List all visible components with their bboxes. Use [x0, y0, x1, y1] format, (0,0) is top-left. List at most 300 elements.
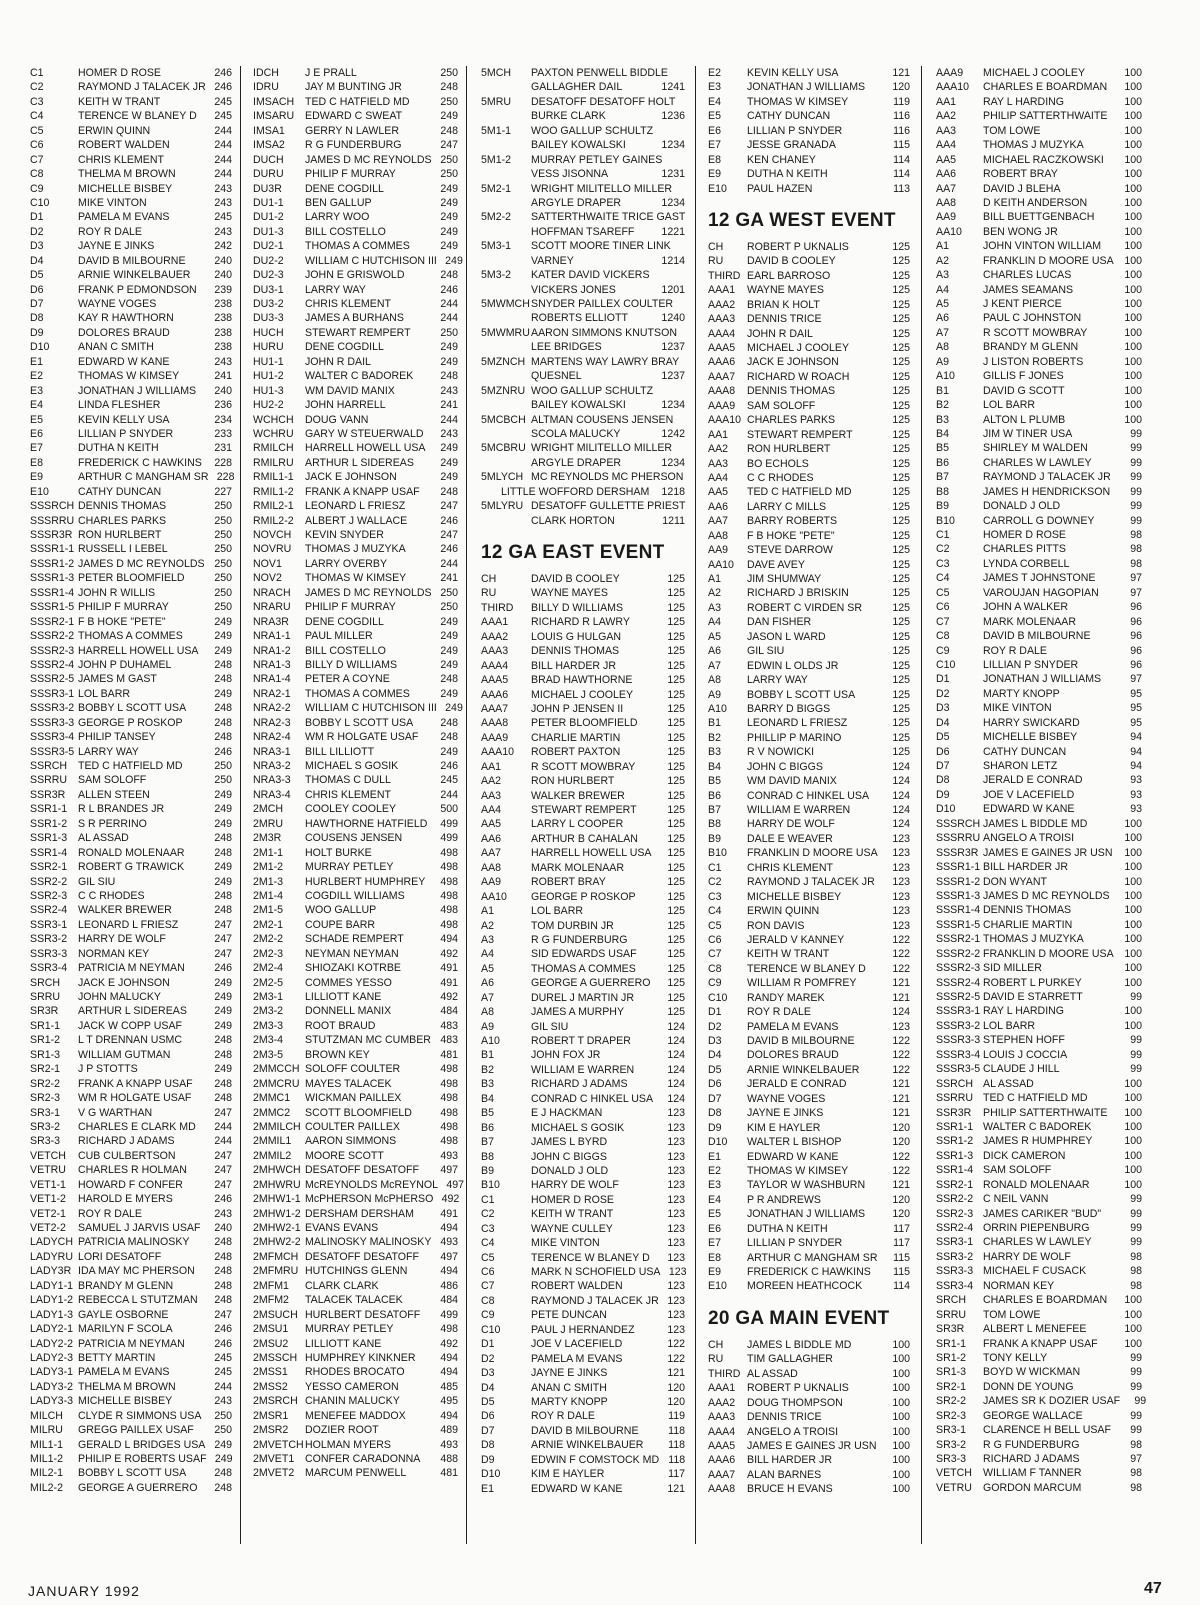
shooter-name: WM R HOLGATE USAF	[78, 1092, 192, 1105]
result-row-continuation	[481, 196, 685, 210]
class-code	[481, 456, 531, 470]
class-code: E7	[708, 139, 721, 152]
result-row	[708, 1381, 910, 1395]
class-code: HUCH	[253, 326, 284, 339]
score: 125	[892, 298, 910, 311]
result-row	[30, 1062, 232, 1076]
result-row	[253, 95, 458, 109]
score: 233	[214, 427, 232, 440]
score: 248	[440, 370, 458, 383]
class-code: B3	[708, 746, 721, 759]
class-code: A6	[481, 977, 494, 990]
shooter-name: DICK CAMERON	[983, 1149, 1066, 1162]
class-code: SSSR3R	[30, 529, 73, 541]
class-code: E8	[30, 456, 43, 469]
class-code: B1	[708, 717, 721, 730]
score: 238	[214, 312, 232, 325]
score: 248	[214, 673, 232, 686]
class-code: RMILCH	[253, 442, 294, 455]
shooter-name: PHILIP F MURRAY	[78, 601, 169, 614]
class-code: C9	[936, 644, 950, 657]
class-code: D9	[481, 1453, 495, 1466]
score: 1218	[661, 485, 685, 498]
score: 100	[1124, 370, 1142, 383]
score: 100	[892, 1468, 910, 1481]
result-row	[30, 1019, 232, 1033]
result-row	[708, 991, 910, 1005]
score: 1221	[661, 225, 685, 238]
shooter-name: ARNIE WINKELBAUER	[531, 1439, 644, 1452]
shooter-name: CHRIS KLEMENT	[747, 861, 833, 874]
score: 494	[440, 933, 458, 946]
result-row	[481, 745, 685, 759]
shooter-name: THOMAS A COMMES	[531, 962, 636, 975]
score: 100	[1124, 298, 1142, 310]
score: 122	[892, 1164, 910, 1177]
score: 125	[667, 876, 685, 889]
class-code: AA10	[936, 225, 962, 238]
shooter-name: DOZIER ROOT	[305, 1424, 379, 1437]
shooter-name: MICHAEL RACZKOWSKI	[983, 153, 1104, 166]
result-row	[481, 1222, 685, 1236]
score: 1214	[661, 254, 685, 267]
class-code: 5M3-2	[481, 269, 512, 282]
shooter-name: RHODES BROCATO	[305, 1366, 405, 1379]
score: 125	[667, 702, 685, 715]
score: 95	[1130, 687, 1142, 700]
result-row	[708, 355, 910, 369]
shooter-name: STEVE DARROW	[747, 544, 833, 557]
shooter-name: JACK E JOHNSON	[305, 471, 397, 484]
score: 99	[1130, 485, 1142, 498]
score: 248	[440, 731, 458, 744]
class-code: NOVRU	[253, 543, 292, 556]
score: 248	[214, 658, 232, 671]
score: 100	[1124, 1005, 1142, 1018]
result-row	[936, 658, 1142, 672]
score: 243	[214, 225, 232, 238]
shooter-name: SHARON LETZ	[983, 760, 1058, 772]
result-row	[481, 644, 685, 658]
score: 100	[1124, 399, 1142, 412]
shooter-name: FRANK A KNAPP USAF	[78, 1077, 193, 1090]
class-code: D7	[936, 760, 950, 772]
class-code: E1	[708, 1150, 721, 1163]
shooter-name: CHARLIE MARTIN	[983, 918, 1073, 931]
class-code: AA4	[936, 139, 957, 152]
class-code: AAA4	[708, 327, 736, 340]
score: 125	[892, 529, 910, 542]
score: 100	[1124, 81, 1142, 94]
class-code: AAA10	[481, 746, 514, 759]
score: 238	[214, 341, 232, 354]
result-row	[936, 398, 1142, 412]
result-row	[936, 586, 1142, 600]
class-code: 2MMCRU	[253, 1077, 300, 1090]
class-code: SR1-1	[30, 1019, 61, 1032]
score: 125	[892, 558, 910, 571]
shooter-name: EDWARD W KANE	[531, 1482, 623, 1495]
score: 124	[892, 789, 910, 802]
result-row	[481, 861, 685, 875]
score: 498	[440, 918, 458, 931]
score: 123	[667, 1164, 685, 1177]
score: 100	[1124, 889, 1142, 902]
class-code: SSR3R	[936, 1106, 972, 1119]
result-row	[30, 398, 232, 412]
result-row	[253, 1062, 458, 1076]
class-code: AAA9	[481, 731, 509, 744]
shooter-name: ROBERT T DRAPER	[531, 1035, 631, 1047]
shooter-name: LARRY WAY	[78, 745, 139, 758]
result-row	[708, 514, 910, 528]
result-row	[30, 817, 232, 831]
shooter-name: ROBERT P UKNALIS	[747, 240, 849, 253]
score	[662, 153, 688, 167]
class-code: NRA3-4	[253, 788, 291, 801]
score: 100	[1124, 1077, 1142, 1090]
result-row	[481, 1106, 685, 1120]
result-row	[30, 1134, 232, 1148]
result-row	[936, 846, 1142, 860]
class-code: 2M2-5	[253, 976, 284, 989]
result-row	[30, 976, 232, 990]
class-code: AA8	[481, 861, 502, 874]
class-code: 2M1-3	[253, 875, 284, 888]
score: 248	[214, 1034, 232, 1047]
score: 125	[892, 356, 910, 369]
result-row	[936, 1178, 1142, 1192]
shooter-name: MURRAY PETLEY GAINES	[531, 153, 663, 166]
class-code: D6	[936, 745, 950, 758]
score: 498	[440, 1092, 458, 1105]
score: 492	[440, 1337, 458, 1350]
shooter-name: TALACEK TALACEK	[305, 1294, 403, 1307]
result-row	[30, 1235, 232, 1249]
score: 125	[667, 601, 685, 614]
shooter-name: LARRY C MILLS	[747, 500, 827, 513]
score: 100	[1124, 1178, 1142, 1191]
result-row	[481, 1020, 685, 1034]
result-row	[253, 1091, 458, 1105]
shooter-name: CHARLES PARKS	[747, 414, 836, 427]
result-row	[253, 903, 458, 917]
shooter-name: AL ASSAD	[747, 1367, 798, 1380]
class-code: SSSR1-1	[30, 543, 75, 556]
score	[659, 268, 685, 282]
class-code: D1	[30, 211, 44, 224]
class-code: SSR3-2	[30, 933, 68, 946]
score: 122	[892, 948, 910, 961]
result-row	[30, 1077, 232, 1091]
class-code: SR3-1	[30, 1106, 61, 1119]
shooter-name: WM DAVID MANIX	[747, 775, 837, 788]
shooter-name: MARTY KNOPP	[531, 1395, 608, 1408]
shooter-name: JOE V LACEFIELD	[983, 788, 1075, 801]
shooter-name: LEE BRIDGES	[531, 341, 602, 354]
result-row	[30, 831, 232, 845]
score	[679, 355, 705, 369]
class-code: SSRCH	[936, 1077, 974, 1090]
score: 248	[214, 731, 232, 744]
class-code: SSR2-2	[936, 1193, 974, 1206]
class-code: A7	[936, 326, 949, 339]
shooter-name: DOUG VANN	[305, 413, 369, 426]
shooter-name: MOORE SCOTT	[305, 1149, 384, 1162]
result-row	[481, 1048, 685, 1062]
results-column-5	[936, 66, 1147, 1495]
class-code: 5MWMCH	[481, 298, 530, 310]
score: 125	[892, 486, 910, 499]
score: 118	[668, 1439, 685, 1452]
shooter-name: DAVID B COOLEY	[747, 255, 836, 268]
result-row	[936, 1293, 1142, 1307]
score: 100	[1124, 962, 1142, 975]
shooter-name: LEONARD L FRIESZ	[747, 717, 848, 730]
result-row	[936, 788, 1142, 802]
shooter-name: BETTY MARTIN	[78, 1351, 156, 1364]
shooter-name: MARCUM PENWELL	[305, 1467, 407, 1480]
class-code: A10	[481, 1035, 500, 1047]
result-row	[481, 817, 685, 831]
score: 100	[1124, 225, 1142, 238]
result-row	[708, 1396, 910, 1410]
result-row	[708, 789, 910, 803]
score: 493	[440, 1438, 458, 1451]
result-row	[936, 80, 1142, 94]
result-row	[936, 66, 1142, 80]
shooter-name: THOMAS J MUZYKA	[983, 139, 1084, 152]
score: 248	[440, 269, 458, 282]
result-row	[30, 225, 232, 239]
shooter-name: WALKER BREWER	[531, 789, 625, 802]
shooter-name: JAYNE E JINKS	[747, 1107, 824, 1120]
class-code: D8	[481, 1439, 495, 1452]
shooter-name: DUTHA N KEITH	[747, 168, 828, 181]
shooter-name: MARK N SCHOFIELD USA	[531, 1266, 661, 1278]
class-code: A7	[708, 659, 721, 672]
class-code: B8	[936, 485, 949, 498]
class-code: SSR3-1	[30, 918, 68, 931]
class-code	[481, 369, 531, 383]
class-code: C6	[481, 1266, 495, 1278]
result-row	[936, 1351, 1142, 1365]
class-code: NRA2-3	[253, 716, 291, 729]
result-row	[708, 1279, 910, 1293]
shooter-name: CLYDE R SIMMONS USA	[78, 1409, 202, 1422]
result-row	[481, 1294, 685, 1308]
shooter-name: FRANKLIN D MOORE USA	[747, 847, 878, 860]
score: 499	[440, 817, 458, 830]
class-code: C2	[30, 81, 44, 94]
result-row	[936, 745, 1142, 759]
result-row	[936, 918, 1142, 932]
score: 124	[667, 1020, 685, 1033]
score: 125	[892, 342, 910, 354]
class-code: AAA7	[708, 1468, 736, 1481]
shooter-name: MIKE VINTON	[983, 702, 1052, 715]
result-row	[936, 730, 1142, 744]
result-row	[936, 1438, 1142, 1452]
shooter-name: R V NOWICKI	[747, 746, 815, 759]
class-code: D9	[936, 788, 950, 801]
result-row	[708, 283, 910, 297]
result-row	[253, 889, 458, 903]
shooter-name: PHILIP E ROBERTS USAF	[78, 1453, 207, 1465]
shooter-name: LARRY L COOPER	[531, 818, 624, 831]
score: 249	[440, 182, 458, 195]
shooter-name: LITTLE WOFFORD DERSHAM	[501, 485, 650, 498]
shooter-name: DENNIS THOMAS	[747, 385, 836, 398]
shooter-name: BILL HARDER JR	[531, 659, 616, 672]
score: 125	[667, 746, 685, 759]
class-code: D10	[30, 341, 50, 354]
class-code: 2MHWRU	[253, 1178, 301, 1191]
score: 249	[440, 615, 458, 628]
score: 249	[440, 211, 458, 224]
shooter-name: PHILIP TANSEY	[78, 731, 156, 744]
score: 125	[892, 457, 910, 470]
result-row	[30, 1106, 232, 1120]
score: 245	[214, 1366, 232, 1379]
score: 125	[892, 674, 910, 687]
class-code: B2	[936, 399, 949, 412]
shooter-name: PHILIP SATTERTHWAITE	[983, 1106, 1108, 1119]
class-code: SR2-1	[936, 1380, 967, 1393]
result-row	[481, 615, 685, 629]
shooter-name: LILLIOTT KANE	[305, 1337, 382, 1350]
result-row-continuation	[481, 427, 685, 441]
class-code: D7	[481, 1424, 495, 1437]
score: 243	[214, 1395, 232, 1408]
shooter-name: LOL BARR	[983, 399, 1036, 412]
score: 249	[445, 254, 463, 267]
shooter-name: HOMER D ROSE	[78, 67, 161, 79]
score: 244	[214, 1135, 232, 1148]
shooter-name: DONALD J OLD	[983, 500, 1061, 513]
shooter-name: DENNIS THOMAS	[78, 500, 167, 513]
shooter-name: ROY R DALE	[78, 1207, 142, 1220]
class-code: MIL2-2	[30, 1481, 63, 1494]
result-row	[936, 153, 1142, 167]
shooter-name: JAMES R HUMPHREY	[983, 1135, 1093, 1148]
class-code: 5M2-2	[481, 211, 512, 224]
class-code: D6	[708, 1078, 722, 1091]
shooter-name: DAVID B MILBOURNE	[983, 630, 1091, 643]
score: 246	[214, 1337, 232, 1350]
result-row	[708, 80, 910, 94]
shooter-name: RUSSELL I LEBEL	[78, 543, 168, 556]
class-code: AAA3	[708, 1411, 736, 1424]
score: 249	[440, 225, 458, 238]
score: 125	[892, 717, 910, 730]
shooter-name: LILLIAN P SNYDER	[747, 1237, 843, 1250]
score: 492	[440, 947, 458, 960]
shooter-name: STEWART REMPERT	[305, 326, 411, 339]
score: 125	[667, 616, 685, 629]
score: 246	[214, 1193, 232, 1206]
class-code: NRACH	[253, 586, 291, 599]
score: 247	[440, 500, 458, 513]
score: 94	[1130, 731, 1142, 744]
score: 118	[668, 1424, 685, 1437]
class-code: B4	[481, 1092, 494, 1105]
class-code: AAA6	[481, 688, 509, 701]
shooter-name: KAY R HAWTHORN	[78, 312, 174, 325]
class-code: SSSR3-2	[30, 702, 75, 715]
score: 491	[440, 976, 458, 989]
shooter-name: IDA MAY MC PHERSON	[78, 1265, 195, 1278]
shooter-name: ROY R DALE	[531, 1410, 595, 1423]
score: 100	[1124, 875, 1142, 888]
shooter-name: JAMES L BIDDLE MD	[983, 817, 1088, 830]
shooter-name: HUMPHREY KINKNER	[305, 1351, 416, 1364]
shooter-name: LARRY WAY	[305, 283, 366, 296]
class-code: SSR2-3	[30, 889, 68, 902]
result-row	[708, 630, 910, 644]
shooter-name: JOHN E GRISWOLD	[305, 269, 405, 282]
score: 100	[892, 1439, 910, 1452]
result-row	[481, 789, 685, 803]
result-row	[30, 615, 232, 629]
result-row	[481, 933, 685, 947]
result-row	[708, 254, 910, 268]
column-divider	[921, 66, 922, 1544]
score: 119	[893, 95, 910, 108]
result-row	[936, 225, 1142, 239]
result-row	[708, 731, 910, 745]
result-row	[481, 182, 685, 196]
class-code: B4	[936, 427, 949, 440]
shooter-name: McPHERSON McPHERSO	[305, 1193, 434, 1206]
class-code: AA7	[481, 847, 502, 860]
result-row	[253, 1466, 458, 1480]
class-code	[481, 283, 531, 297]
class-code: AAA2	[481, 630, 509, 643]
shooter-name: HARRELL HOWELL USA	[78, 644, 199, 657]
shooter-name: TIM GALLAGHER	[747, 1353, 833, 1366]
result-row	[708, 269, 910, 283]
class-code: AAA10	[708, 414, 741, 427]
score: 98	[1130, 1481, 1142, 1494]
class-code: C8	[708, 962, 722, 975]
score	[659, 384, 685, 398]
class-code: AA7	[708, 515, 729, 528]
shooter-name: NORMAN KEY	[983, 1279, 1055, 1292]
shooter-name: CLARK HORTON	[531, 514, 615, 527]
result-row	[481, 1150, 685, 1164]
score: 243	[214, 196, 232, 209]
result-row	[30, 1221, 232, 1235]
score: 1234	[661, 139, 685, 152]
class-code: VETRU	[30, 1164, 66, 1177]
class-code: 5MRU	[481, 95, 512, 108]
result-row	[30, 701, 232, 715]
score: 249	[214, 630, 232, 643]
class-code: SSSR2-5	[30, 673, 75, 686]
score: 122	[892, 1063, 910, 1076]
result-row	[708, 109, 910, 123]
class-code: NRA2-1	[253, 687, 291, 700]
class-code: 2MHWCH	[253, 1164, 301, 1177]
shooter-name: BILL BUETTGENBACH	[983, 211, 1095, 224]
class-code: A9	[708, 688, 721, 701]
result-row	[936, 528, 1142, 542]
class-code: SR2-2	[936, 1395, 967, 1408]
shooter-name: DALE E WEAVER	[747, 832, 833, 845]
score: 122	[667, 1338, 685, 1351]
result-row	[936, 254, 1142, 268]
